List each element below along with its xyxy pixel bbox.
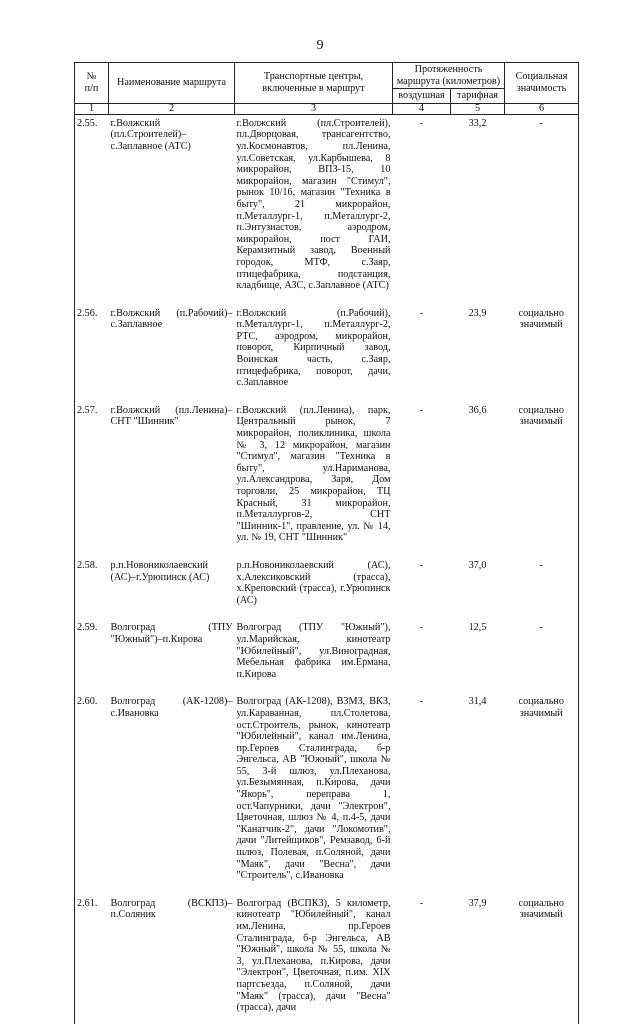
route-number: 2.55. xyxy=(75,114,109,301)
route-social-significance: социально значимый xyxy=(505,302,579,399)
route-social-significance: социально значимый xyxy=(505,399,579,554)
route-air-distance: - xyxy=(419,307,424,319)
route-name: Волгоград (ВСКПЗ)–п.Соляник xyxy=(110,897,233,921)
route-transport-centers: Волгоград (АК-1208), ВЗМЗ, ВКЗ, ул.Караванная, пл.Столетова, ост.Строитель, рынок, кинотеатр "Юбилейный", канал им.Ленина, пр.Героев Сталинграда, б-р Энгельса, АВ "Южный", школа № 55, 3-й шлюз, ул.Плеханова, ул.Безымянная, п.Кирова, дачи "Якорь", переправа 1, ост.Чапурники, дачи "Электрон", Цветочная, шлюз № 4, п.4-5, дачи "Канатчик-2", дачи "Локомотив", дачи "Литейщиков", Ремзавод, 6-й шлюз, Полевая, п.Соляной, дачи "Маяк", дачи "Весна", дачи "Строитель", с.Ивановка xyxy=(236,696,391,882)
route-social-significance: социально значимый xyxy=(505,690,579,892)
table-row xyxy=(75,616,579,690)
route-name: г.Волжский (пл.Ленина)–СНТ "Шинник" xyxy=(110,404,233,428)
table-row xyxy=(75,302,579,399)
route-air-distance: - xyxy=(419,897,424,909)
route-transport-centers: Волгоград (ВСПКЗ), 5 километр, кинотеатр "Юбилейный", канал им.Ленина, пр.Героев Сталинграда, б-р Энгельса, АВ "Южный", школа № 55, школа № 3, ул.Плеханова, п.Кирова, дачи "Электрон", Цветочная, п.им. XIX партсъезда, п.Соляной, дачи "Маяк" (трасса), дачи "Весна" (трасса), дачи xyxy=(236,897,391,1014)
route-number: 2.58. xyxy=(75,554,109,616)
route-social-significance: - xyxy=(505,114,579,301)
route-transport-centers: Волгоград (ТПУ "Южный"), ул.Марийская, кинотеатр "Юбилейный", ул.Виноградная, Мебельная фабрика им.Ермана, п.Кирова xyxy=(236,622,391,680)
route-tariff-distance: 31,4 xyxy=(468,696,487,708)
route-name: р.п.Новониколаевский (АС)–г.Урюпинск (АС) xyxy=(110,559,210,583)
route-social-significance: - xyxy=(505,554,579,616)
route-number: 2.59. xyxy=(75,616,109,690)
routes-table xyxy=(74,62,579,1024)
route-name: г.Волжский (п.Рабочий)–с.Заплавное xyxy=(110,307,233,331)
route-air-distance: - xyxy=(419,696,424,708)
table-row xyxy=(75,690,579,892)
route-transport-centers: г.Волжский (пл.Ленина), парк, Центральный рынок, 7 микрорайон, поликлиника, школа № 3, 12 микрорайон, магазин "Стимул", магазин "Техника в быту", ул.Нариманова, ул.Александрова, Заря, Дом торговли, 25 микрорайон, ТЦ Красный, 31 микрорайон, п.Металлургов-2, СНТ "Шинник-1", правление, ул. № 14, ул. № 19, СНТ "Шинник" xyxy=(236,404,391,544)
route-social-significance: - xyxy=(505,616,579,690)
route-tariff-distance: 37,0 xyxy=(468,559,487,571)
route-air-distance: - xyxy=(419,404,424,416)
table-row xyxy=(75,554,579,616)
header-transport-centers: Транспортные центры, включенные в маршрут xyxy=(235,63,393,104)
route-social-significance: социально значимый xyxy=(505,892,579,1024)
header-social-significance: Социальная значимость xyxy=(505,63,579,104)
table-row xyxy=(75,114,579,301)
routes-table-body xyxy=(75,114,579,1023)
column-number: 1 xyxy=(75,103,109,114)
route-number: 2.56. xyxy=(75,302,109,399)
route-air-distance: - xyxy=(419,559,424,571)
route-number: 2.61. xyxy=(75,892,109,1024)
column-number: 3 xyxy=(235,103,393,114)
header-no: № п/п xyxy=(75,63,109,104)
route-transport-centers: г.Волжский (пл.Строителей), пл.Дворцовая, трансагентство, ул.Космонавтов, пл.Ленина, ул.Советская, ул.Карбышева, 8 микрорайон, ВПЗ-15, 10 микрорайон, магазин "Стимул", рынок 10/16, магазин "Техника в быту", 21 микрорайон, п.Металлург-1, п.Металлург-2, п.Энтузиастов, аэродром, микрорайон, пост ГАИ, Керамзитный завод, Военный городок, МТФ, с.Заяр, птицефабрика, подстанция, кладбище, АЗС, с.Заплавное (АТС) xyxy=(236,117,391,292)
page-number: 9 xyxy=(316,38,324,53)
header-route-name: Наименование маршрута xyxy=(109,63,235,104)
route-transport-centers: р.п.Новониколаевский (АС), х.Алексиковский (трасса), х.Креповский (трасса), г.Урюпинск (АС) xyxy=(236,559,391,606)
column-number: 5 xyxy=(451,103,505,114)
route-name: Волгоград (ТПУ "Южный")–п.Кирова xyxy=(110,622,233,645)
column-number: 2 xyxy=(109,103,235,114)
route-number: 2.57. xyxy=(75,399,109,554)
route-number: 2.60. xyxy=(75,690,109,892)
route-tariff-distance: 37,9 xyxy=(468,897,487,909)
route-air-distance: - xyxy=(419,117,424,129)
route-name: г.Волжский (пл.Строителей)–с.Заплавное (АТС) xyxy=(110,117,191,152)
column-number: 6 xyxy=(505,103,579,114)
route-air-distance: - xyxy=(419,622,424,634)
route-tariff-distance: 36,6 xyxy=(468,404,487,416)
header-air-distance: воздушная xyxy=(393,89,451,104)
route-name: Волгоград (АК-1208)–с.Ивановка xyxy=(110,696,233,719)
header-tariff-distance: тарифная xyxy=(451,89,505,104)
route-tariff-distance: 33,2 xyxy=(468,117,487,129)
route-transport-centers: г.Волжский (п.Рабочий), п.Металлург-1, п.Металлург-2, РТС, аэродром, микрорайон, поворот, Кирпичный завод, Воинская часть, с.Заяр, птицефабрика, поворот, дачи, с.Заплавное xyxy=(236,307,391,389)
column-number: 4 xyxy=(393,103,451,114)
table-row xyxy=(75,399,579,554)
route-tariff-distance: 12,5 xyxy=(468,622,487,634)
table-row xyxy=(75,892,579,1024)
header-route-length: Протяженность маршрута (километров) xyxy=(393,63,505,89)
route-tariff-distance: 23,9 xyxy=(468,307,487,319)
